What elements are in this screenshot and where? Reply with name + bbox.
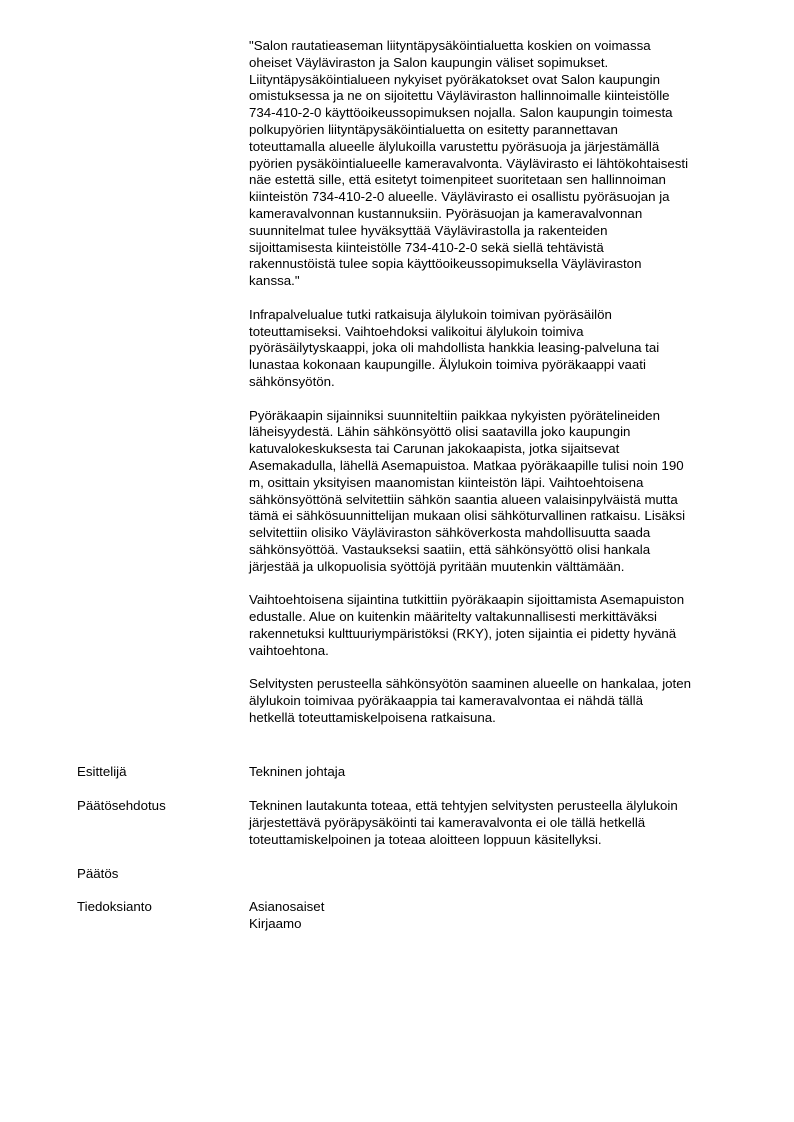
- text-line: oheiset Väyläviraston ja Salon kaupungin väliset sopimukset.: [249, 54, 609, 70]
- text-line: Vaihtoehtoisena sijaintina tutkittiin pyöräkaapin sijoittamista Asemapuiston: [249, 592, 685, 608]
- text-line: toteuttamalla alueelle älylukoilla varustettu pyöräsuoja ja järjestämällä: [249, 138, 660, 154]
- text-line: toteuttamiseksi. Vaihtoehdoksi valikoitui älylukoin toimiva: [249, 323, 584, 339]
- text-line: Kirjaamo: [249, 915, 302, 931]
- paragraph-location-power: [249, 408, 741, 576]
- text-line: järjestettävä pyöräpysäköinti tai kameravalvonta ei ole tällä hetkellä: [249, 814, 646, 830]
- text-line: omistuksessa ja ne on sijoitettu Väyläviraston hallinnoimalle kiinteistölle: [249, 88, 670, 104]
- text-line: Tekninen johtaja: [249, 764, 346, 779]
- paragraph-infrastructure-study: [249, 307, 741, 391]
- text-line: Pyöräkaapin sijainniksi suunniteltiin paikkaa nykyisten pyörätelineiden: [249, 407, 660, 423]
- text-line: tämä ei sähkösuunnittelijan mukaan olisi sähköturvallinen ratkaisu. Lisäksi: [249, 508, 686, 524]
- text-line: lunastaa kokonaan kaupungille. Älylukoin toimiva pyöräkaappi vaati: [249, 357, 646, 373]
- text-line: suunnitelmat tulee hyväksyttää Väylävirastolla ja rakenteiden: [249, 222, 608, 238]
- text-line: rakennustöistä tulee sopia käyttöoikeussopimuksella Väyläviraston: [249, 256, 642, 272]
- text-line: kameravalvonnan kustannuksiin. Pyöräsuojan ja kameravalvonnan: [249, 205, 643, 221]
- field-label-paatos: Päätös: [77, 866, 119, 881]
- text-line: m, osittain yksityisen maanomistan kiinteistön läpi. Vaihtoehtoisena: [249, 474, 644, 490]
- text-line: Selvitysten perusteella sähkönsyötön saaminen alueelle on hankalaa, joten: [249, 676, 692, 692]
- text-line: sähkönsyöttönä selvitettiin sähkön saantia alueen valaisinpylväistä mutta: [249, 491, 678, 507]
- field-value-esittelija: [249, 764, 741, 781]
- text-line: Asianosaiset: [249, 899, 325, 914]
- text-line: sähkönsyöttöä. Vastaukseksi saatiin, että sähkönsyöttö olisi hankala: [249, 541, 651, 557]
- text-line: Asemakadulla, lähellä Asemapuistoa. Matkaa pyöräkaapille tulisi noin 190: [249, 457, 684, 473]
- text-line: sähkönsyötön.: [249, 373, 335, 389]
- field-label-esittelija: Esittelijä: [77, 764, 127, 779]
- text-line: toteuttamiskelpoinen ja toteaa aloitteen loppuun käsitellyksi.: [249, 831, 602, 847]
- text-line: hetkellä toteuttamiskelpoisena ratkaisuna.: [249, 709, 496, 725]
- text-line: selvitettiin olisiko Väyläviraston sähköverkosta mahdollisuutta saada: [249, 525, 651, 541]
- text-line: rakennetuksi kulttuuriympäristöksi (RKY), joten sijaintia ei pidetty hyvänä: [249, 625, 677, 641]
- field-label-tiedoksianto: Tiedoksianto: [77, 899, 152, 914]
- field-value-paatosehdotus: [249, 798, 741, 848]
- body-text: [249, 38, 741, 743]
- text-line: Tekninen lautakunta toteaa, että tehtyjen selvitysten perusteella älylukoin: [249, 798, 678, 813]
- paragraph-alternative-location: [249, 592, 741, 659]
- text-line: Infrapalvelualue tutki ratkaisuja älylukoin toimivan pyöräsäilön: [249, 306, 612, 322]
- text-line: kanssa.": [249, 273, 300, 289]
- text-line: näe estettä sille, että esitetyt toimenpiteet suoritetaan sen hallinnoiman: [249, 172, 666, 188]
- text-line: älylukoin toimivaa pyöräkaappia tai kameravalvontaa ei nähdä tällä: [249, 693, 643, 709]
- text-line: polkupyörien liityntäpysäköintialuetta on esitetty parannettavan: [249, 121, 618, 137]
- text-line: läheisyydestä. Lähin sähkönsyöttö olisi saatavilla joko kaupungin: [249, 424, 631, 440]
- text-line: "Salon rautatieaseman liityntäpysäköintialuetta koskien on voimassa: [249, 38, 651, 53]
- field-value-tiedoksianto: [249, 899, 741, 933]
- text-line: pyöräsäilytyskaappi, joka oli mahdollista hankkia leasing-palveluna tai: [249, 340, 660, 356]
- text-line: sijoittamisesta kiinteistölle 734-410-2-0 sekä siellä tehtävistä: [249, 239, 604, 255]
- text-line: katuvalokeskuksesta tai Carunan jakokaapista, jotka sijaitsevat: [249, 441, 620, 457]
- text-line: 734-410-2-0 käyttöoikeussopimuksen nojalla. Salon kaupungin toimesta: [249, 105, 673, 121]
- text-line: pyörien pysäköintialueelle kameravalvonta. Väylävirasto ei lähtökohtaisesti: [249, 155, 689, 171]
- text-line: kiinteistön 734-410-2-0 alueelle. Väylävirasto ei osallistu pyöräsuojan ja: [249, 189, 670, 205]
- paragraph-agreement-quote: [249, 38, 741, 290]
- text-line: vaihtoehtona.: [249, 642, 329, 658]
- paragraph-conclusion: [249, 676, 741, 726]
- text-line: järjestää ja ulkopuolisia syöttöjä pyritään muutenkin välttämään.: [249, 558, 625, 574]
- text-line: Liityntäpysäköintialueen nykyiset pyöräkatokset ovat Salon kaupungin: [249, 71, 660, 87]
- text-line: edustalle. Alue on kuitenkin määritelty valtakunnallisesti merkittäväksi: [249, 609, 657, 625]
- field-label-paatosehdotus: Päätösehdotus: [77, 798, 166, 813]
